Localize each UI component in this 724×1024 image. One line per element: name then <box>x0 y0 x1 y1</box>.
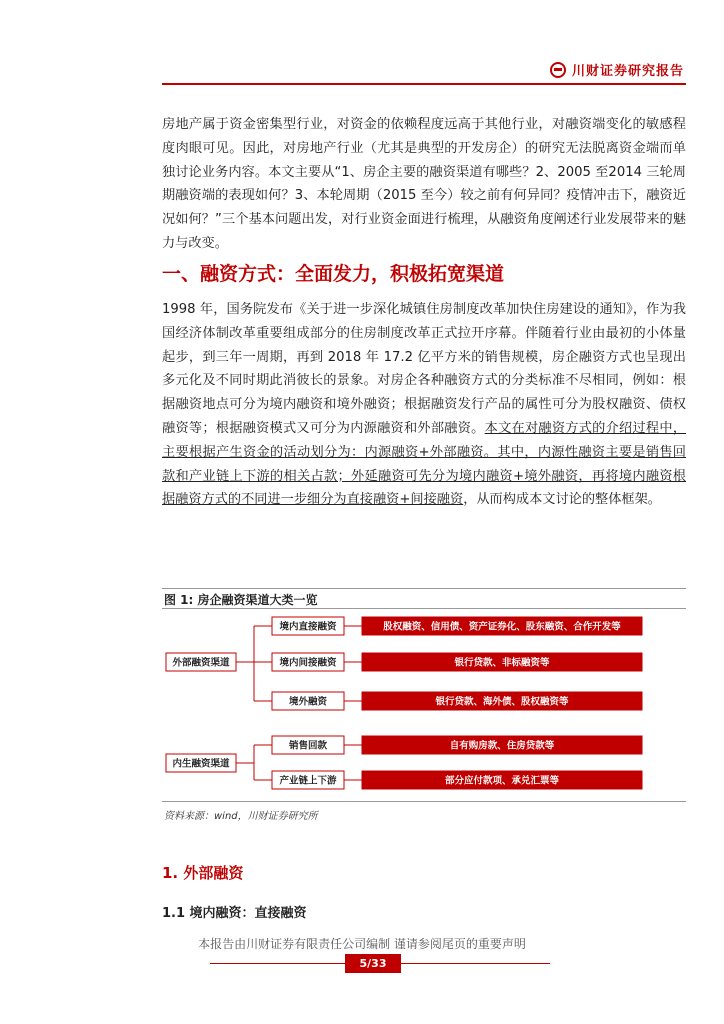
brand <box>550 60 684 79</box>
external-channel-label: 外部融资渠道 <box>172 657 230 669</box>
subsubsection-heading: 1.1 境内融资：直接融资 <box>162 906 307 921</box>
detail-label: 股权融资、信用债、资产证券化、股东融资、合作开发等 <box>383 621 621 633</box>
footer-disclaimer: 本报告由川财证券有限责任公司编制 谨请参阅尾页的重要声明 <box>198 937 526 951</box>
internal-connector <box>236 745 272 780</box>
financing-channel-diagram <box>162 608 686 801</box>
figure-top-rule <box>162 588 686 589</box>
brand-name: 川财证券研究报告 <box>571 64 684 79</box>
category-label: 境外融资 <box>288 696 328 708</box>
figure-source: 资料来源：wind，川财证券研究所 <box>164 811 318 822</box>
figure-title: 图 1: 房企融资渠道大类一览 <box>164 593 318 607</box>
figure-bottom-rule <box>162 801 686 802</box>
detail-label: 银行贷款、海外债、股权融资等 <box>435 696 569 708</box>
subsection-heading: 1. 外部融资 <box>162 864 244 882</box>
header-rule <box>162 83 686 85</box>
brand-logo-icon <box>550 62 566 78</box>
category-label: 销售回款 <box>288 740 328 752</box>
body-paragraph <box>162 298 686 512</box>
underlined-text: 本文在对融资方式的介绍过程中，主要根据产生资金的活动划分为：内源融资+外部融资。其中，内源性融资主要是销售回款和产业链上下游的相关占款；外延融资可先分为境内融资+境外融资，再将境内融资根据融资方式的不同进一步细分为直接融资+间接融资 <box>162 420 687 508</box>
detail-label: 部分应付款项、承兑汇票等 <box>444 775 560 787</box>
category-label: 境内间接融资 <box>279 657 337 669</box>
detail-label: 银行贷款、非标融资等 <box>454 657 550 669</box>
internal-channel-label: 内生融资渠道 <box>172 758 230 770</box>
category-label: 产业链上下游 <box>279 775 337 787</box>
section-heading: 一、融资方式：全面发力，积极拓宽渠道 <box>162 263 505 285</box>
detail-label: 自有购房款、住房贷款等 <box>449 740 555 752</box>
paragraph-text: 1998 年，国务院发布《关于进一步深化城镇住房制度改革加快住房建设的通知》，作为我国经济体制改革重要组成部分的住房制度改革正式拉开序幕。伴随着行业由最初的小体量起步，到三年一周期，再到 2018 年 17.2 亿平方米的销售规模，房企融资方式也呈现出多元化及不同时期此消彼长的景象。对房企各种融资方式的分类标准不尽相同，例如：根据融资地点可分为境内融资和境外融资；根据融资发行产品的属性可分为股权融资、债权融资等；根据融资模式又可分为内源融资和外部融资。 <box>162 302 686 436</box>
category-label: 境内直接融资 <box>279 621 337 633</box>
intro-paragraph: 房地产属于资金密集型行业，对资金的依赖程度远高于其他行业，对融资端变化的敏感程度肉眼可见。因此，对房地产行业（尤其是典型的开发房企）的研究无法脱离资金端而单独讨论业务内容。本文主要从“1、房企主要的融资渠道有哪些？2、2005 至2014 三轮周期融资端的表现如何？3、本轮周期（2015 至今）较之前有何异同？疫情冲击下，融资近况如何？”三个基本问题出发，对行业资金面进行梳理，从融资角度阐述行业发展带来的魅力与改变。 <box>162 117 686 251</box>
paragraph-text-end: ，从而构成本文讨论的整体框架。 <box>463 492 661 508</box>
external-connector <box>236 626 272 701</box>
page-number: 5/33 <box>345 954 401 973</box>
